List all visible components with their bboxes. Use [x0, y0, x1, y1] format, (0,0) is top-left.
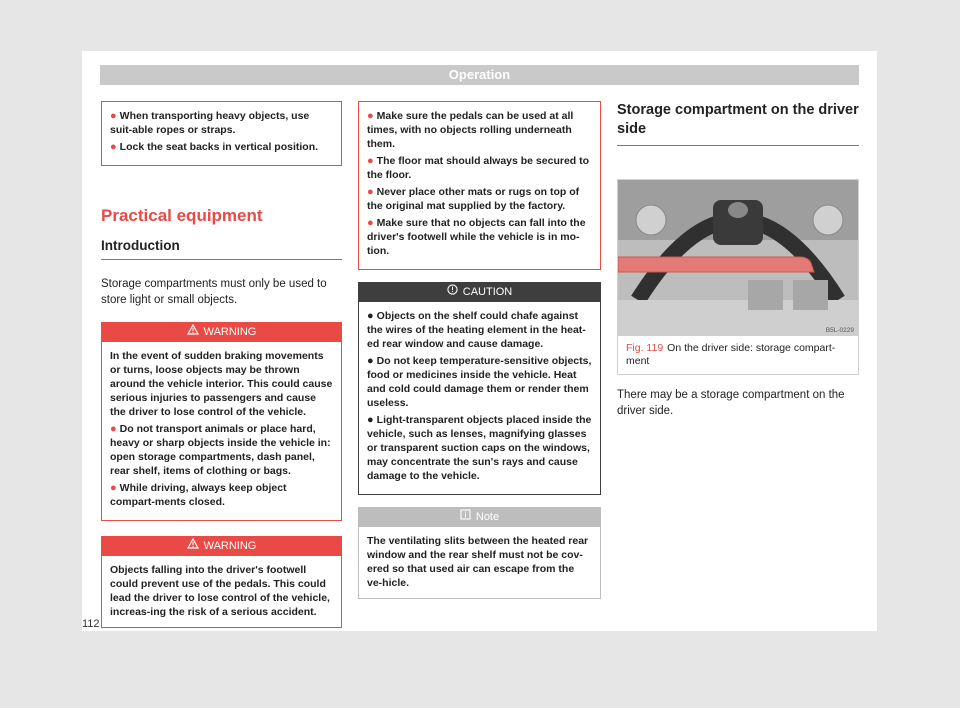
section-title: Storage compartment on the driver side: [617, 101, 859, 146]
warning-continued-box: [358, 101, 601, 270]
note-label: Note: [475, 511, 500, 523]
body-text: There may be a storage compartment on the driver side.: [617, 389, 845, 417]
page-header: Operation: [100, 65, 859, 85]
page-number: 112: [82, 618, 100, 630]
warning-triangle-icon: [187, 323, 199, 342]
warning-box: [101, 536, 342, 628]
figure: [617, 179, 859, 375]
warning-label: WARNING: [203, 540, 257, 552]
figure-label: Fig. 119: [626, 342, 664, 354]
list-item: ● Make sure the pedals can be used at all times, with no objects rolling underneath them.: [367, 110, 574, 150]
list-item: ● When transporting heavy objects, use suit-able ropes or straps.: [110, 110, 310, 136]
list-item: ● Never place other mats or rugs on top of the original mat supplied by the factory.: [367, 186, 580, 212]
manual-page: [82, 51, 877, 631]
figure-image: [618, 180, 858, 336]
warning-box: [101, 322, 342, 521]
sub-title: Introduction: [101, 238, 342, 260]
figure-caption: Fig. 119 On the driver side: storage compart-ment: [626, 342, 836, 367]
list-item: ● Make sure that no objects can fall into the driver's footwell while the vehicle is in mo-tion.: [367, 217, 586, 257]
note-info-icon: [460, 508, 471, 527]
warning-label: WARNING: [203, 326, 257, 338]
list-item: ● The floor mat should always be secured to the floor.: [367, 155, 590, 181]
column-middle: [358, 101, 601, 599]
column-right: [617, 101, 859, 419]
list-item: ● While driving, always keep object compart-ments closed.: [110, 482, 287, 508]
list-item: ● Lock the seat backs in vertical position.: [110, 141, 319, 153]
list-item: ● Do not keep temperature-sensitive objects, food or medicines inside the vehicle. Heat and cold could damage them or render them useless.: [367, 355, 592, 409]
note-text: The ventilating slits between the heated rear window and the rear shelf must not be cov-ered so that used air can escape from the ve-hicle.: [367, 535, 589, 589]
caution-box: [358, 282, 601, 495]
list-item: ● Do not transport animals or place hard, heavy or sharp objects inside the vehicle in: open storage compartments, dash panel, rear shelf, items of clothing or bags.: [110, 423, 331, 477]
warning-paragraph: Objects falling into the driver's footwell could prevent use of the pedals. This could lead the driver to lose control of the vehicle, increas-ing the risk of a serious accident.: [110, 564, 330, 618]
warning-continued-box: [101, 101, 342, 166]
warning-triangle-icon: [187, 537, 199, 556]
figure-code: B5L-0229: [825, 327, 854, 334]
caution-circle-icon: [447, 283, 458, 302]
column-left: [101, 101, 342, 628]
note-box: [358, 507, 601, 599]
caution-label: CAUTION: [462, 286, 513, 298]
list-item: ● Light-transparent objects placed inside the vehicle, such as lenses, magnifying glasses or transparent suction caps on the windows, may concentrate the sun's rays and cause damage to the vehicle.: [367, 414, 592, 482]
section-title: Practical equipment: [101, 206, 263, 225]
warning-paragraph: In the event of sudden braking movements or turns, loose objects may be thrown around the vehicle interior. This could cause serious injuries to passengers and cause the driver to lose control of the vehicle.: [110, 350, 333, 418]
list-item: ● Objects on the shelf could chafe against the wires of the heating element in the heat-ed rear window and cause damage.: [367, 310, 586, 350]
intro-text: Storage compartments must only be used to store light or small objects.: [101, 278, 327, 306]
